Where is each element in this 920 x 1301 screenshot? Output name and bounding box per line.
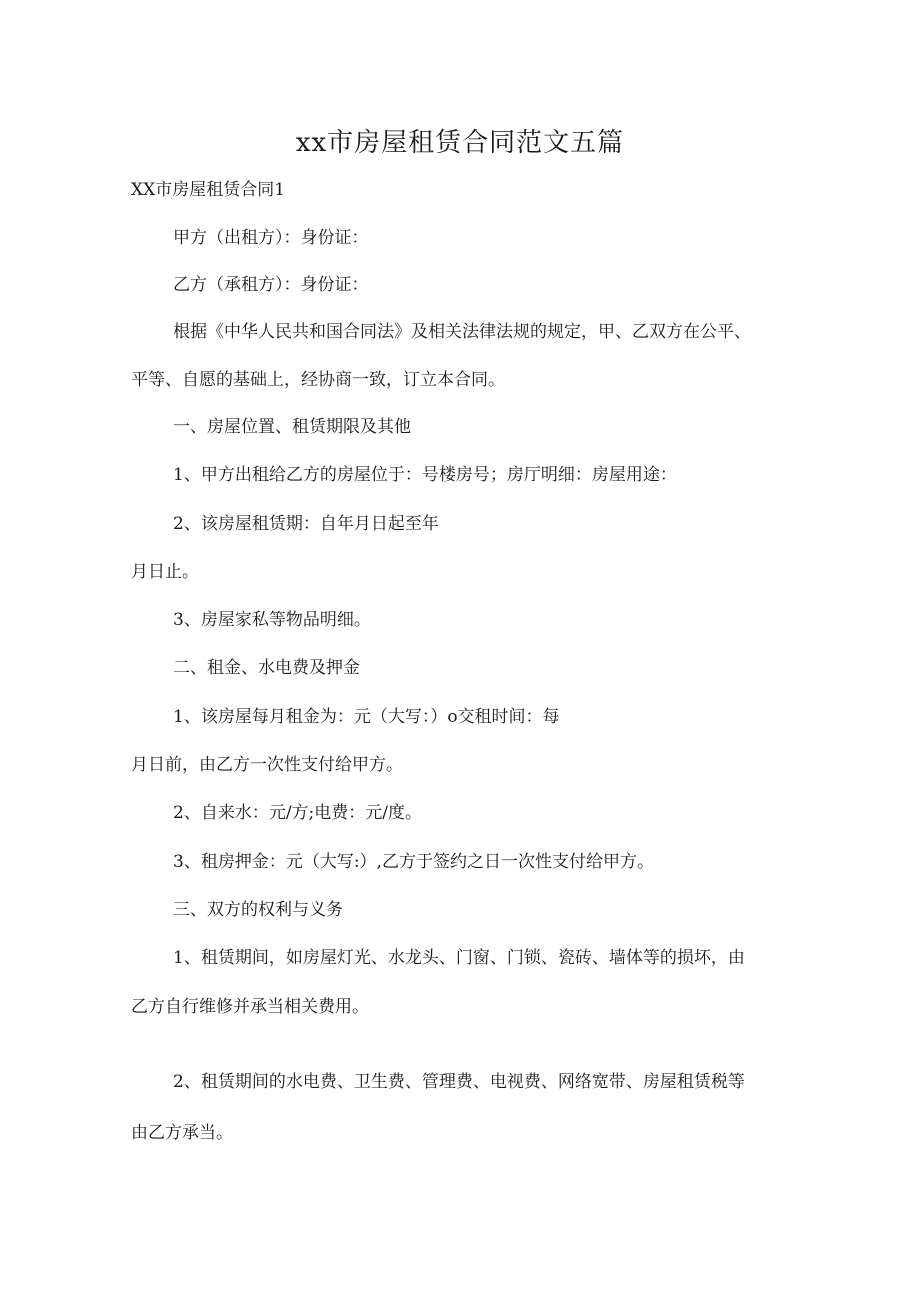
paragraph: 2、该房屋租赁期：自年月日起至年 xyxy=(173,514,439,534)
section-heading: 二、租金、水电费及押金 xyxy=(173,658,360,678)
paragraph: 乙方（承租方）：身份证： xyxy=(173,275,369,295)
paragraph: 2、自来水：元/方;电费：元/度。 xyxy=(173,803,422,823)
paragraph: 2、租赁期间的水电费、卫生费、管理费、电视费、网络宽带、房屋租赁税等 xyxy=(173,1072,745,1092)
section-heading: 三、双方的权利与义务 xyxy=(173,900,343,920)
section-heading: 一、房屋位置、租赁期限及其他 xyxy=(173,417,411,437)
paragraph: 月日前，由乙方一次性支付给甲方。 xyxy=(131,755,403,775)
paragraph: 乙方自行维修并承当相关费用。 xyxy=(131,997,369,1017)
paragraph: 1、租赁期间，如房屋灯光、水龙头、门窗、门锁、瓷砖、墙体等的损坏，由 xyxy=(173,948,745,968)
document-title: xx市房屋租赁合同范文五篇 xyxy=(295,128,625,158)
paragraph: 1、该房屋每月租金为：元（大写：）o交租时间：每 xyxy=(173,707,560,727)
paragraph: 甲方（出租方）：身份证： xyxy=(173,228,369,248)
paragraph: 3、租房押金：元（大写:）,乙方于签约之日一次性支付给甲方。 xyxy=(173,852,654,872)
paragraph: 平等、自愿的基础上，经协商一致，订立本合同。 xyxy=(131,370,505,390)
contract-subtitle: XX市房屋租赁合同1 xyxy=(131,180,286,200)
paragraph: 月日止。 xyxy=(131,562,199,582)
paragraph: 3、房屋家私等物品明细。 xyxy=(173,610,371,630)
paragraph: 由乙方承当。 xyxy=(131,1123,233,1143)
paragraph: 1、甲方出租给乙方的房屋位于：号楼房号；房厅明细：房屋用途： xyxy=(173,465,677,485)
paragraph: 根据《中华人民共和国合同法》及相关法律法规的规定，甲、乙双方在公平、 xyxy=(173,322,751,342)
